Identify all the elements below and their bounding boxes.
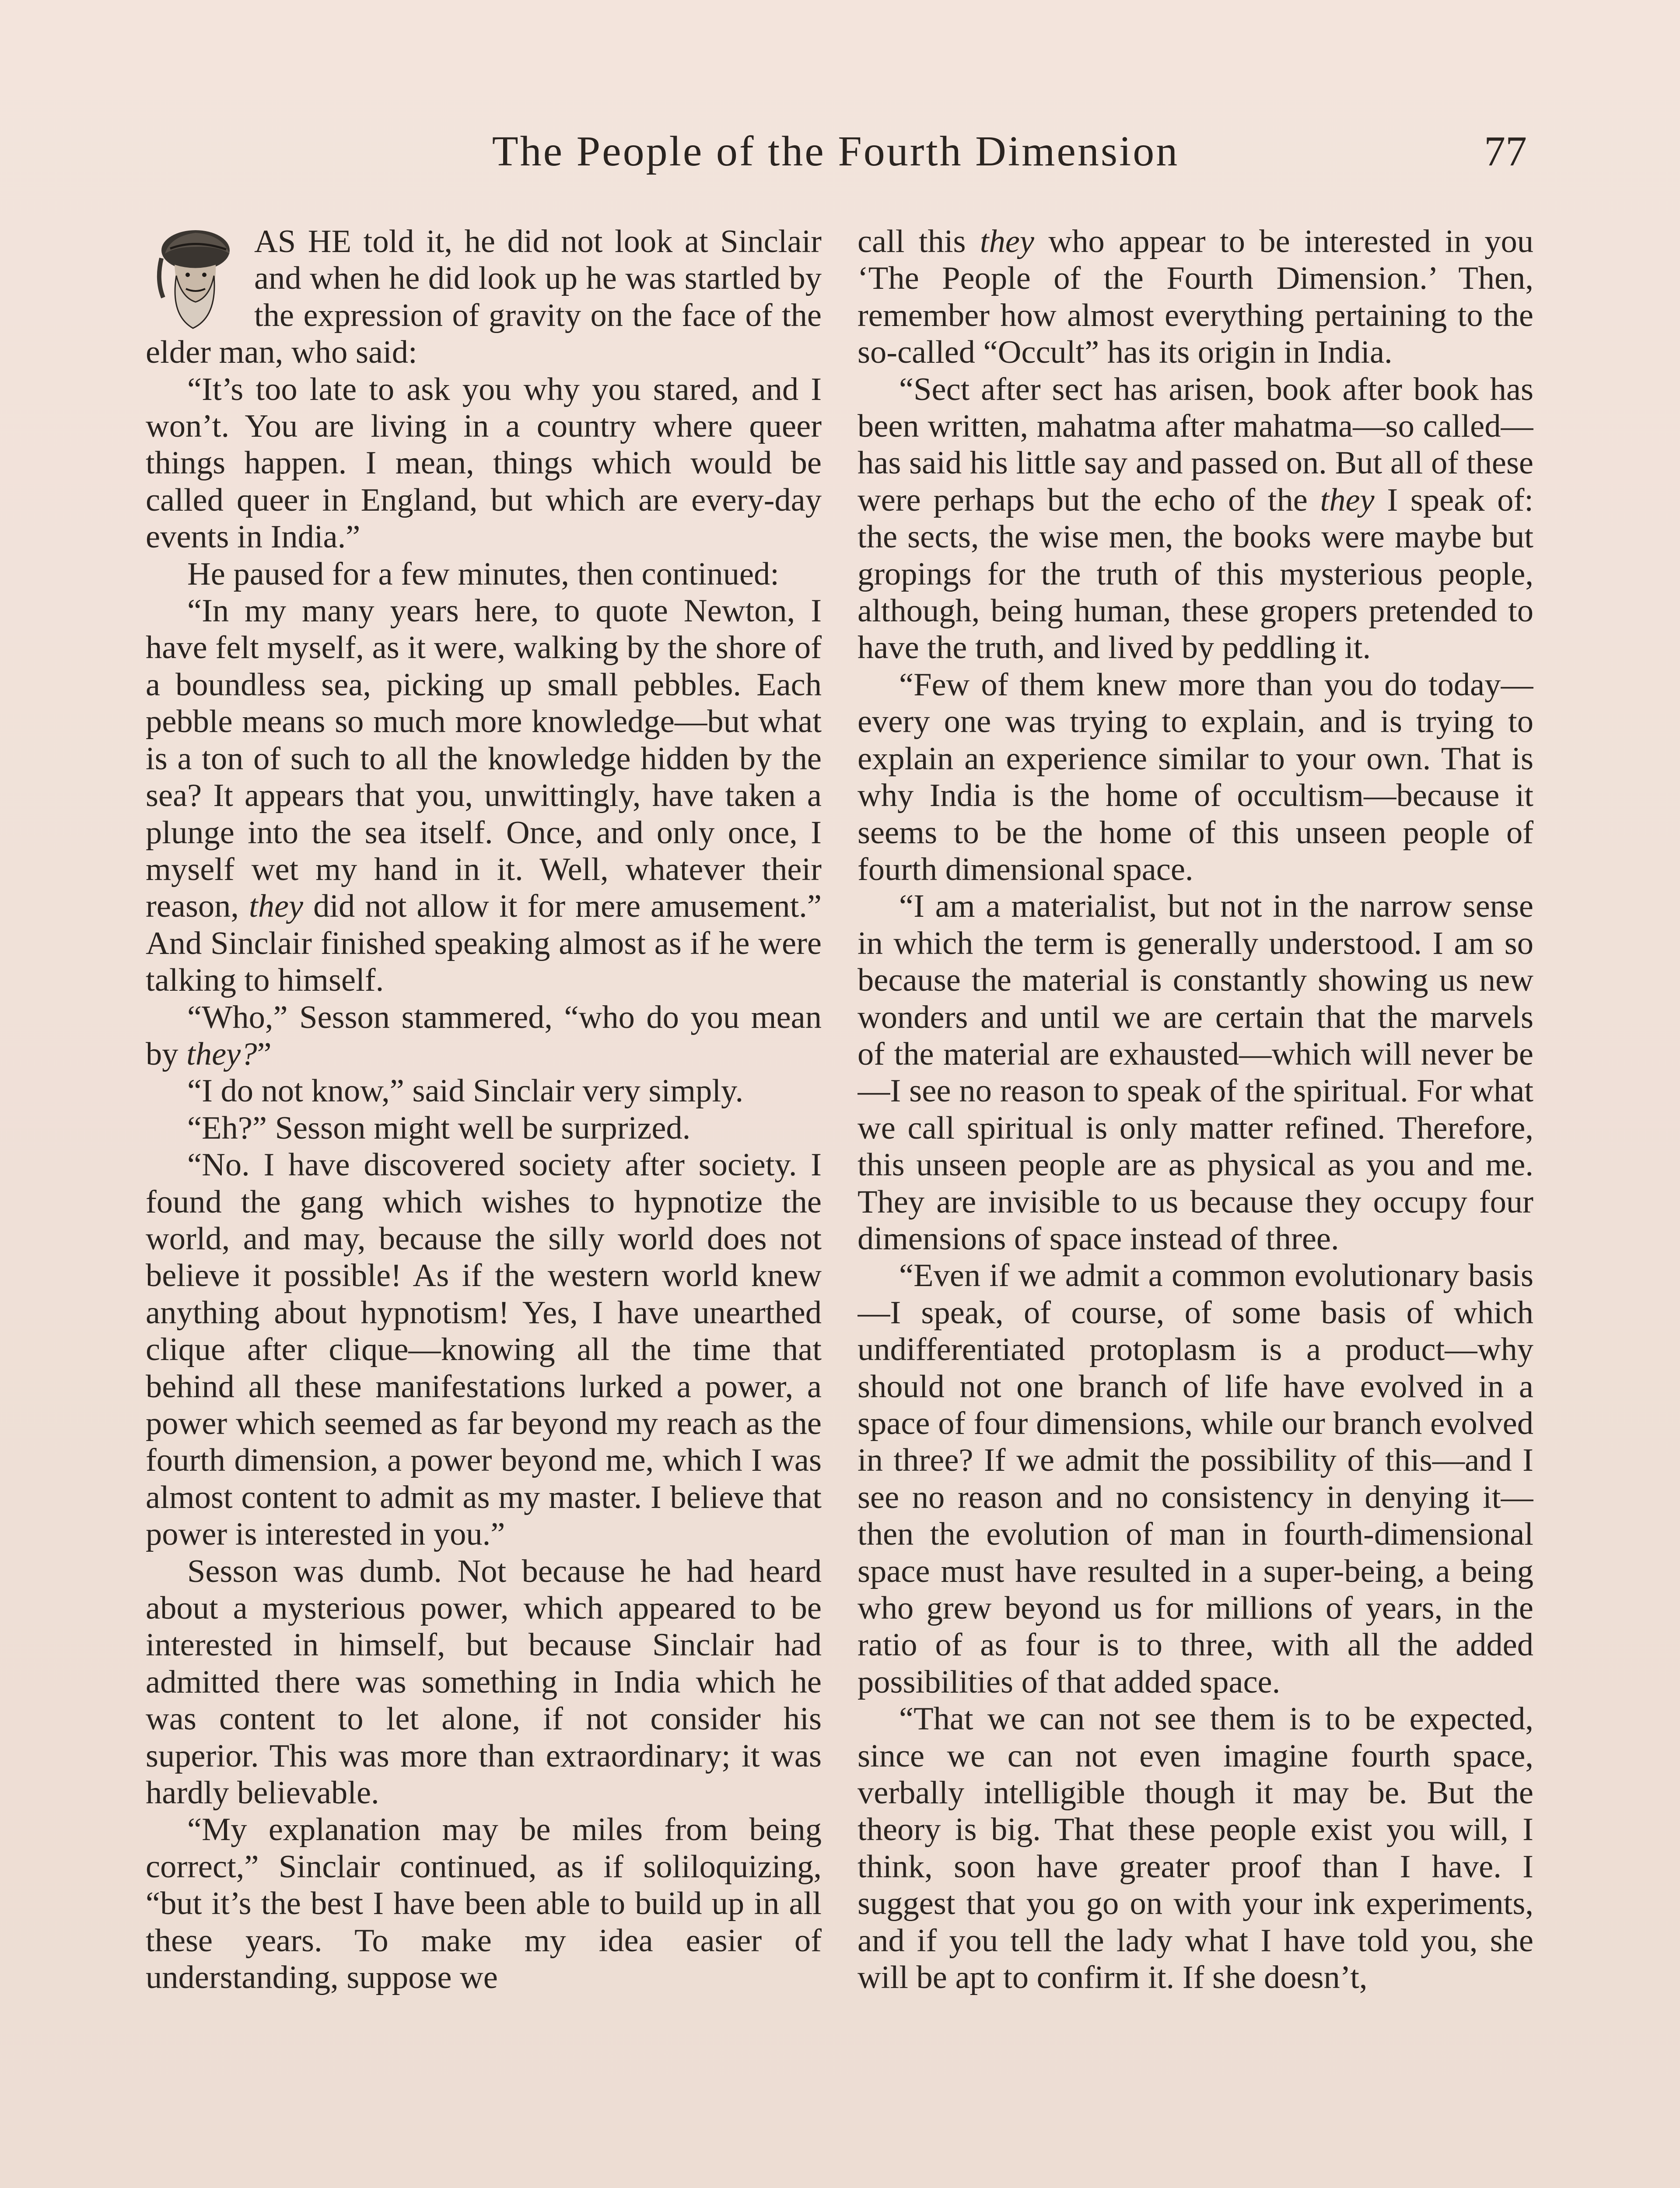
- paragraph-text: did not allow it for mere amusement.” And Sinclair finished speaking almost as if he were talking to himself.: [146, 888, 822, 999]
- paragraph-text: “Few of them knew more than you do today—every one was trying to explain, and is trying to explain an experience similar to your own. That is why India is the home of occultism—because it seems to be the home of this unseen people of fourth dimensional space.: [858, 666, 1533, 887]
- paragraph-text: “Eh?” Sesson might well be surprized.: [187, 1110, 691, 1146]
- emphasized-text: they: [1320, 482, 1375, 518]
- paragraph: [146, 371, 822, 556]
- paragraph-text: who appear to be interested in you ‘The People of the Fourth Dimension.’ Then, remember how almost everything pertaining to the so-called “Occult” has its origin in India.: [858, 224, 1533, 371]
- emphasized-text: they?: [186, 1036, 257, 1072]
- paragraph-text: “No. I have discovered society after society. I found the gang which wishes to hypnotize the world, and may, because the silly world does not believe it possible! As if the western world knew anything about hypnotism! Yes, I have unearthed clique after clique—knowing all the time that behind all these manifestations lurked a power, a power which seemed as far beyond my reach as the fourth dimension, a power beyond me, which I was almost content to admit as my master. I believe that power is interested in you.”: [146, 1147, 822, 1553]
- emphasized-text: they: [980, 224, 1035, 259]
- paragraph-text: I speak of: the sects, the wise men, the books were maybe but gropings for the truth of this mysterious people, although, being human, these gropers pretended to have the truth, and lived by peddling it.: [858, 482, 1533, 666]
- paragraph: [146, 1147, 822, 1553]
- paragraph-text: “It’s too late to ask you why you stared, and I won’t. You are living in a country where queer things happen. I mean, things which would be called queer in England, but which are every-day events in India.”: [146, 371, 822, 555]
- paragraph-text: AS HE told it, he did not look at Sinclair and when he did look up he was startled by the expression of gravity on the face of the elder man, who said:: [146, 224, 822, 371]
- paragraph-text: “Even if we admit a common evolutionary basis—I speak, of course, of some basis of which undifferentiated protoplasm is a product—why should not one branch of life have evolved in a space of four dimensions, while our branch evolved in three? If we admit the possibility of this—and I see no reason and no consistency in denying it—then the evolution of man in fourth-dimensional space must have resulted in a super-being, a being who grew beyond us for millions of years, in the ratio of as four is to three, with all the added possibilities of that added space.: [858, 1258, 1533, 1700]
- paragraph-text: “I do not know,” said Sinclair very simply.: [187, 1073, 744, 1109]
- paragraph: [146, 556, 822, 593]
- paragraph: [146, 593, 822, 999]
- right-text-column: [858, 223, 1533, 2188]
- paragraph: [858, 223, 1533, 371]
- paragraph: [146, 1073, 822, 1109]
- paragraph: [146, 1811, 822, 1996]
- paragraph-text: ”: [257, 1036, 272, 1072]
- paragraph: [146, 1110, 822, 1147]
- paragraph: [858, 371, 1533, 666]
- paragraph: [858, 666, 1533, 888]
- left-text-column: [146, 223, 822, 2188]
- paragraph-text: He paused for a few minutes, then continued:: [187, 556, 780, 592]
- paragraph-text: “Who,” Sesson stammered, “who do you mean by: [146, 999, 822, 1072]
- page-header: [144, 127, 1527, 193]
- paragraph-text: “In my many years here, to quote Newton, I have felt myself, as it were, walking by the shore of a boundless sea, picking up small pebbles. Each pebble means so much more knowledge—but what is a ton of such to all the knowledge hidden by the sea? It appears that you, unwittingly, have taken a plunge into the sea itself. Once, and only once, I myself wet my hand in it. Well, whatever their reason,: [146, 593, 822, 925]
- paragraph: [146, 1553, 822, 1812]
- paragraph: [858, 888, 1533, 1257]
- emphasized-text: they: [249, 888, 304, 925]
- page-number: 77: [1484, 128, 1527, 175]
- running-title: The People of the Fourth Dimension: [492, 128, 1180, 175]
- paragraph: [858, 1701, 1533, 1996]
- paragraph-text: “That we can not see them is to be expected, since we can not even imagine fourth space, verbally intelligible though it may be. But the theory is big. That these people exist you will, I think, soon have greater proof than I have. I suggest that you go on with your ink experiments, and if you tell the lady what I have told you, she will be apt to confirm it. If she doesn’t,: [858, 1701, 1533, 1996]
- paragraph: [146, 999, 822, 1073]
- paragraph: [858, 1257, 1533, 1701]
- paragraph-text: “My explanation may be miles from being correct,” Sinclair continued, as if soliloquizing, “but it’s the best I have been able to build up in all these years. To make my idea easier of understanding, suppose we: [146, 1812, 822, 1996]
- paragraph: [146, 223, 822, 371]
- paragraph-text: “Sect after sect has arisen, book after book has been written, mahatma after mahatma—so called—has said his little say and passed on. But all of these were perhaps but the echo of the: [858, 371, 1533, 518]
- turbaned-figure-icon: [146, 223, 245, 333]
- paragraph-text: “I am a materialist, but not in the narrow sense in which the term is generally understood. I am so because the material is constantly showing us new wonders and until we are certain that the marvels of the material are exhausted—which will never be—I see no reason to speak of the spiritual. For what we call spiritual is only matter refined. Therefore, this unseen people are as physical as you and me. They are invisible to us because they occupy four dimensions of space instead of three.: [858, 888, 1533, 1257]
- paragraph-text: Sesson was dumb. Not because he had heard about a mysterious power, which appeared to be interested in himself, but because Sinclair had admitted there was something in India which he was content to let alone, if not consider his superior. This was more than extraordinary; it was hardly believable.: [146, 1553, 822, 1811]
- paragraph-text: call this: [858, 224, 980, 259]
